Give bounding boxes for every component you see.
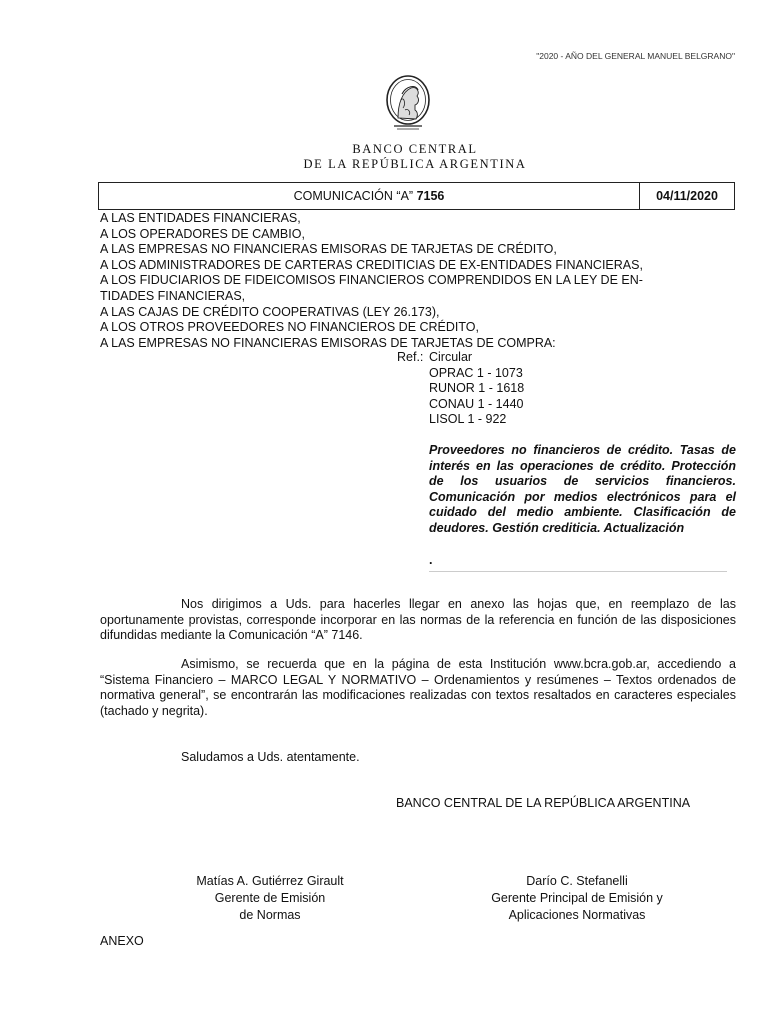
addressee-line: A LOS OTROS PROVEEDORES NO FINANCIEROS DE CRÉDITO, (100, 320, 480, 335)
reference-items (429, 350, 524, 428)
communication-number: 7156 (416, 189, 445, 203)
paragraph-2-text: Asimismo, se recuerda que en la página de esta Institución www.bcra.gob.ar, accediendo a “Sistema Financiero – MARCO LEGAL Y NORMATIVO – Ordenamientos y resúmenes – Textos ordenados de normativa general”, se encontrarán las modificaciones realizadas con textos resaltados en caracteres especiales (tachado y negrita). (100, 657, 736, 718)
addressee-line: A LOS FIDUCIARIOS DE FIDEICOMISOS FINANCIEROS COMPRENDIDOS EN LA LEY DE EN- (100, 273, 643, 288)
reference-item: Circular (429, 350, 473, 364)
bcra-seal-icon (384, 74, 432, 142)
addressee-line: A LAS ENTIDADES FINANCIERAS, (100, 211, 301, 225)
communication-title (99, 183, 640, 209)
communication-label: COMUNICACIÓN “A” (293, 189, 414, 203)
reference-label: Ref.: (397, 350, 424, 364)
signer-title: Aplicaciones Normativas (508, 908, 646, 922)
signature-block-2 (457, 873, 697, 924)
signer-title: de Normas (239, 908, 301, 922)
motto-header: "2020 - AÑO DEL GENERAL MANUEL BELGRANO" (536, 51, 735, 61)
body-paragraph-2 (100, 657, 736, 719)
signer-title: Gerente de Emisión (214, 891, 326, 905)
reference-item: OPRAC 1 - 1073 (429, 365, 523, 380)
annex-label: ANEXO (100, 934, 144, 948)
subject-trailing: . (429, 553, 433, 567)
addressee-line: A LOS OPERADORES DE CAMBIO, (100, 226, 305, 241)
paragraph-1-text: Nos dirigimos a Uds. para hacerles llegar en anexo las hojas que, en reemplazo de las oportunamente provistas, corresponde incorporar en las normas de la referencia en función de las disposiciones difundidas mediante la Comunicación “A” 7146. (100, 597, 736, 643)
addressee-line: TIDADES FINANCIERAS, (100, 288, 246, 303)
divider-line (429, 571, 727, 572)
signer-name: Matías A. Gutiérrez Girault (196, 874, 344, 888)
bank-name-line2: DE LA REPÚBLICA ARGENTINA (303, 157, 527, 171)
signer-title: Gerente Principal de Emisión y (491, 891, 663, 905)
communication-box (98, 182, 735, 210)
greeting: Saludamos a Uds. atentamente. (181, 750, 360, 764)
body-paragraph-1 (100, 597, 736, 644)
addressee-line: A LAS CAJAS DE CRÉDITO COOPERATIVAS (LEY 26.173), (100, 304, 440, 319)
signer-name: Darío C. Stefanelli (526, 874, 628, 888)
subject-text: Proveedores no financieros de crédito. Tasas de interés en las operaciones de crédito. Protección de los usuarios de servicios financieros. Comunicación por medios electrónicos para el cuidado del medio ambiente. Clasificación de deudores. Gestión crediticia. Actualización (429, 443, 736, 535)
bank-name-line1: BANCO CENTRAL (352, 142, 478, 156)
signature-block-1 (150, 873, 390, 924)
addressee-list (100, 211, 740, 351)
addressee-line: A LOS ADMINISTRADORES DE CARTERAS CREDITICIAS DE EX-ENTIDADES FINANCIERAS, (100, 257, 643, 272)
addressee-line: A LAS EMPRESAS NO FINANCIERAS EMISORAS DE TARJETAS DE CRÉDITO, (100, 242, 557, 257)
communication-date: 04/11/2020 (656, 189, 718, 203)
institution-signoff: BANCO CENTRAL DE LA REPÚBLICA ARGENTINA (396, 796, 691, 810)
addressee-line: A LAS EMPRESAS NO FINANCIERAS EMISORAS DE TARJETAS DE COMPRA: (100, 335, 556, 350)
reference-item: LISOL 1 - 922 (429, 412, 507, 427)
reference-item: CONAU 1 - 1440 (429, 396, 524, 411)
reference-item: RUNOR 1 - 1618 (429, 381, 525, 396)
